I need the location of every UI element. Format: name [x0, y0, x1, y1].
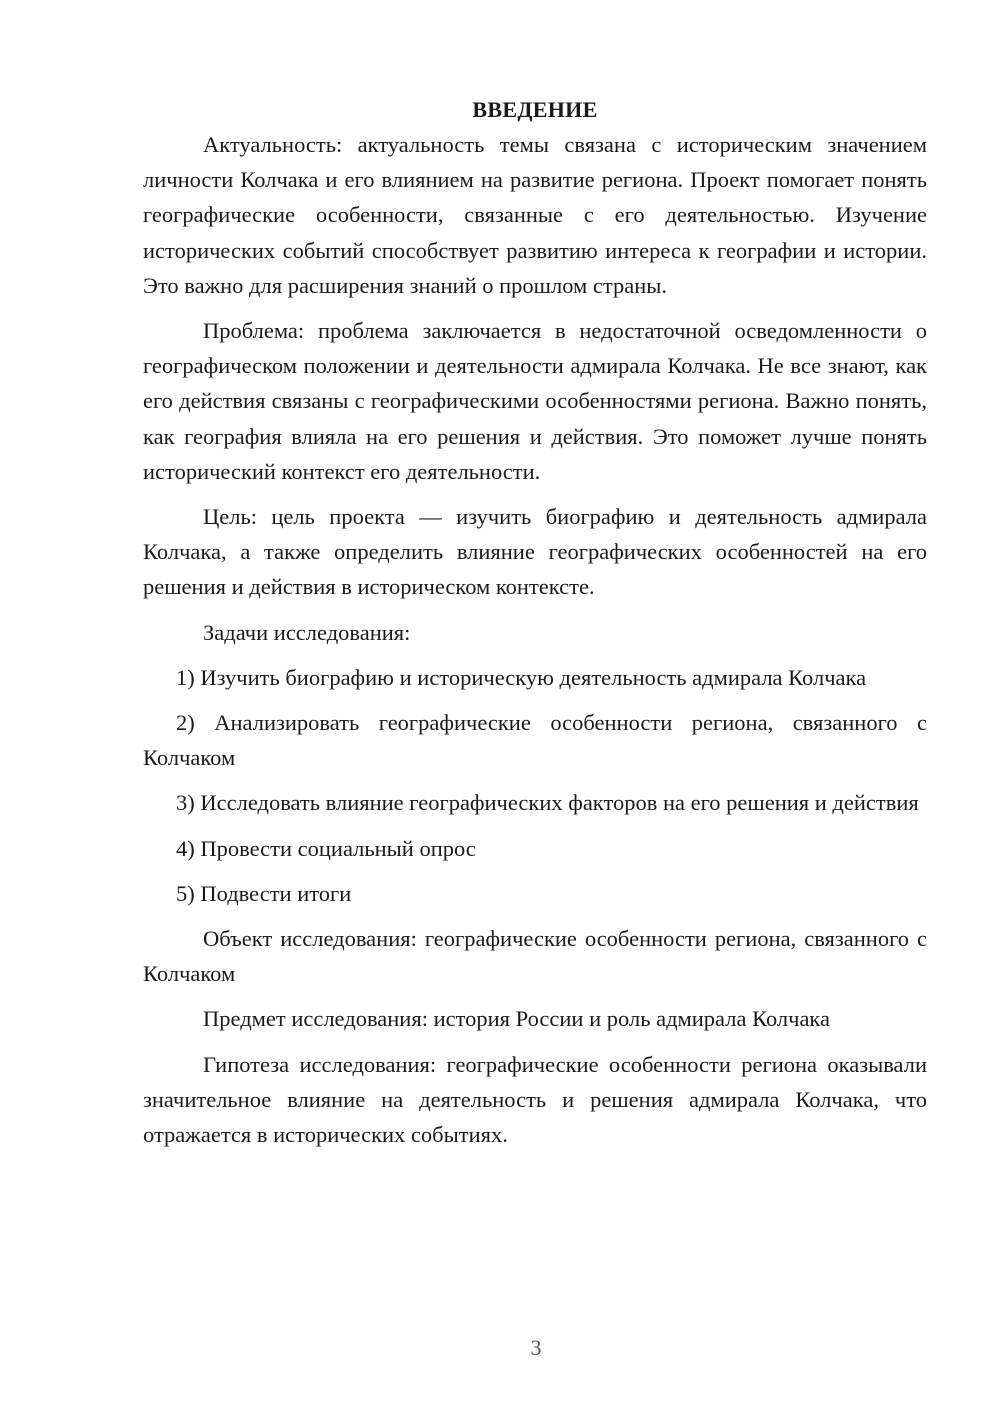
task-item-4: 4) Провести социальный опрос	[176, 835, 476, 861]
subject-paragraph: Предмет исследования: история России и роль адмирала Колчака	[203, 1006, 831, 1032]
relevance-paragraph: Актуальность: актуальность темы связана с историческим значением личности Колчака и его влиянием на развитие региона. Проект помогает понять географические особенности, связанные с его деятельностью. Изучение исторических событий способствует развитию интереса к географии и истории. Это важно для расширения знаний о прошлом страны.	[143, 132, 927, 298]
task-item-3: 3) Исследовать влияние географических факторов на его решения и действия	[176, 790, 919, 816]
task-item-5: 5) Подвести итоги	[176, 880, 352, 906]
document-page	[143, 92, 927, 1152]
page-number: 3	[530, 1335, 542, 1360]
problem-paragraph: Проблема: проблема заключается в недостаточной осведомленности о географическом положении и деятельности адмирала Колчака. Не все знают, как его действия связаны с географическими особенностями региона. Важно понять, как география влияла на его решения и действия. Это поможет лучше понять исторический контекст его деятельности.	[143, 318, 927, 484]
task-item-2: 2) Анализировать географические особенности региона, связанного с Колчаком	[143, 710, 927, 771]
hypothesis-paragraph: Гипотеза исследования: географические особенности региона оказывали значительное влияние на деятельность и решения адмирала Колчака, что отражается в исторических событиях.	[143, 1051, 927, 1148]
page-title: ВВЕДЕНИЕ	[472, 97, 598, 122]
tasks-heading: Задачи исследования:	[203, 619, 411, 645]
task-item-1: 1) Изучить биографию и историческую деятельность адмирала Колчака	[176, 664, 867, 690]
object-paragraph: Объект исследования: географические особенности региона, связанного с Колчаком	[143, 926, 927, 987]
goal-paragraph: Цель: цель проекта — изучить биографию и деятельность адмирала Колчака, а также определить влияние географических особенностей на его решения и действия в историческом контексте.	[143, 504, 927, 600]
